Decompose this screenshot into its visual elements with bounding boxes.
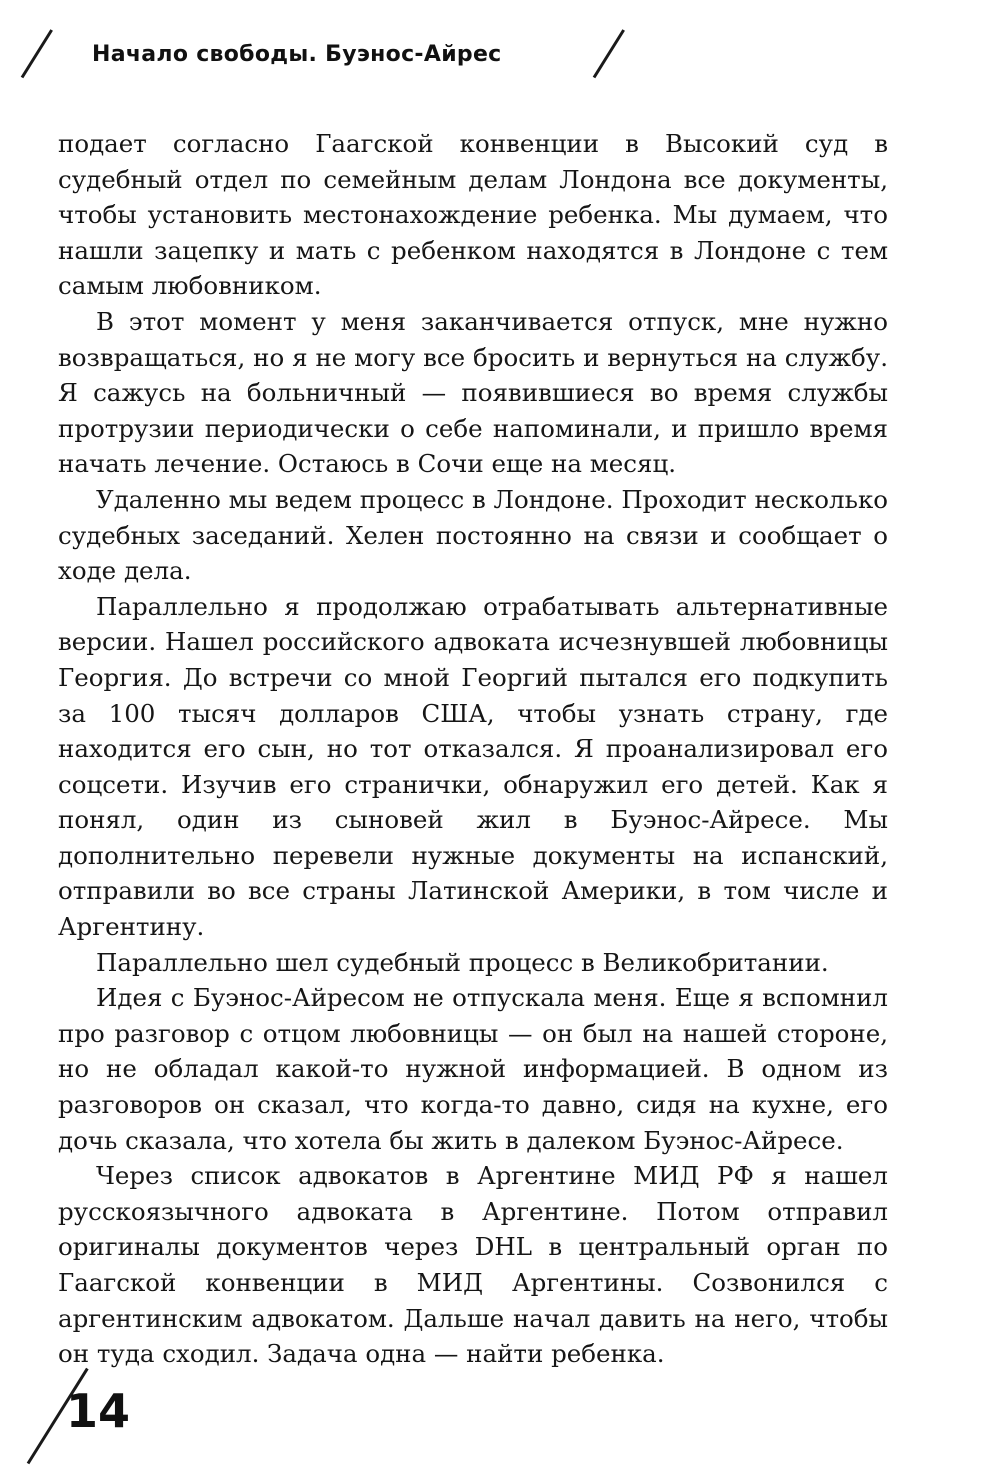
header-left-slash-ornament: [21, 29, 53, 78]
paragraph: Через список адвокатов в Аргентине МИД РФ я нашел русскоязычного адвоката в Аргентине. Потом отправил оригиналы документов через DHL в центральный орган по Гаагской конвенции в МИД Аргентины. Созвонился с аргентинским адвокатом. Дальше начал давить на него, чтобы он туда сходил. Задача одна — найти ребенка.: [58, 1161, 888, 1369]
header-right-slash-ornament: [593, 29, 625, 78]
paragraph: Параллельно я продолжаю отрабатывать альтернативные версии. Нашел российского адвоката исчезнувшей любовницы Георгия. До встречи со мной Георгий пытался его подкупить за 100 тысяч долларов США, чтобы узнать страну, где находится его сын, но тот отказался. Я проанализировал его соцсети. Изучив его странички, обнаружил его детей. Как я понял, один из сыновей жил в Буэнос-Айресе. Мы дополнительно перевели нужные документы на испанский, отправили во все страны Латинской Америки, в том числе и Аргентину.: [58, 591, 888, 942]
paragraph: В этот момент у меня заканчивается отпуск, мне нужно возвращаться, но я не могу все бросить и вернуться на службу. Я сажусь на больничный — появившиеся во время службы протрузии периодически о себе напоминали, и пришло время начать лечение. Остаюсь в Сочи еще на месяц.: [58, 306, 888, 479]
paragraph: подает согласно Гаагской конвенции в Высокий суд в судебный отдел по семейным делам Лондона все документы, чтобы установить местонахождение ребенка. Мы думаем, что нашли зацепку и мать с ребенком находятся в Лондоне с тем самым любовником.: [58, 129, 888, 301]
paragraph: Идея с Буэнос-Айресом не отпускала меня. Еще я вспомнил про разговор с отцом любовницы — он был на нашей стороне, но не обладал какой-то нужной информацией. В одном из разговоров он сказал, что когда-то давно, сидя на кухне, его дочь сказала, что хотела бы жить в далеком Буэнос-Айресе.: [58, 983, 888, 1155]
paragraph: Удаленно мы ведем процесс в Лондоне. Проходит несколько судебных заседаний. Хелен постоянно на связи и сообщает о ходе дела.: [58, 484, 889, 586]
body-text: [58, 126, 888, 1372]
page-number: 14: [66, 1384, 131, 1438]
running-header-title: Начало свободы. Буэнос-Айрес: [92, 42, 502, 67]
paragraph: Параллельно шел судебный процесс в Великобритании.: [96, 947, 829, 977]
